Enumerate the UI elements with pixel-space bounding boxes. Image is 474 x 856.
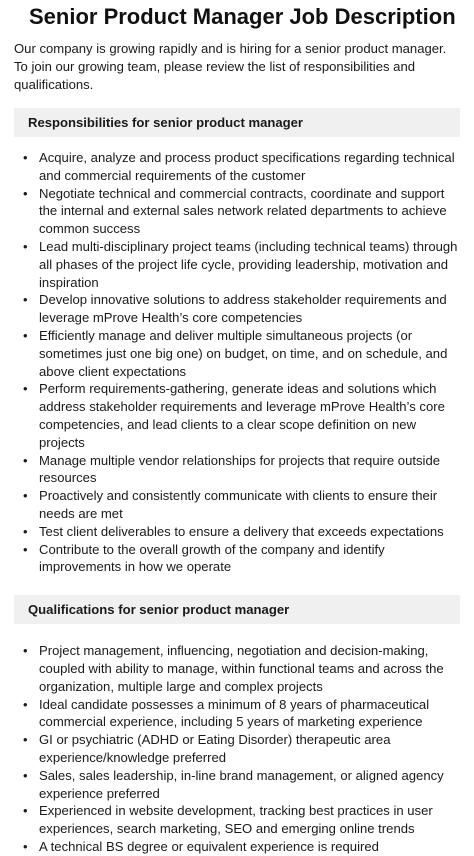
bullet-icon: • [23,150,28,165]
list-item-text: A technical BS degree or equivalent experience is required [39,838,379,854]
list-item-text: Efficiently manage and deliver multiple simultaneous projects (or sometimes just one big one) on budget, on time, and on schedule, and above client expectations [39,327,448,379]
bullet-icon: • [23,185,28,201]
list-item [14,185,460,238]
list-item-text: Negotiate technical and commercial contracts, coordinate and support the internal and external sales network related departments to achieve common success [39,185,447,237]
bullet-icon: • [23,541,28,557]
bullet-icon: • [23,732,28,748]
list-item [14,838,460,856]
qualifications-heading: Qualifications for senior product manager [14,595,460,624]
list-item [14,696,460,732]
list-item [14,452,460,488]
intro-paragraph: Our company is growing rapidly and is hiring for a senior product manager. To join our growing team, please review the list of responsibilities and qualifications. [14,41,447,92]
list-item-text: Perform requirements-gathering, generate ideas and solutions which address stakeholder requirements and leverage mProve Health’s core competencies, and lead clients to a clear scope definition on new projects [39,381,445,450]
bullet-icon: • [23,696,28,712]
qualifications-list [14,642,460,856]
list-item-text: Ideal candidate possesses a minimum of 8 years of pharmaceutical commercial experience, including 5 years of marketing experience [39,696,430,730]
responsibilities-list [14,149,460,576]
list-item [14,767,460,803]
bullet-icon: • [23,523,28,539]
bullet-icon: • [23,488,28,504]
list-item-text: Proactively and consistently communicate with clients to ensure their needs are met [39,488,438,521]
list-item [14,802,460,838]
bullet-icon: • [23,238,28,254]
list-item [14,327,460,380]
list-item [14,541,460,577]
responsibilities-heading: Responsibilities for senior product manager [14,108,460,137]
list-item-text: GI or psychiatric (ADHD or Eating Disorder) therapeutic area experience/knowledge preferred [39,732,391,765]
list-item [14,731,460,767]
list-item [14,642,460,695]
list-item [14,487,460,523]
bullet-icon: • [23,643,28,659]
bullet-icon: • [23,452,28,468]
list-item-text: Lead multi-disciplinary project teams (including technical teams) through all phases of the project life cycle, providing leadership, motivation and inspiration [39,238,458,290]
bullet-icon: • [23,838,28,854]
job-description-page [0,3,474,854]
list-item-text: Sales, sales leadership, in-line brand management, or aligned agency experience preferred [39,767,444,801]
bullet-icon: • [23,803,28,819]
list-item-text: Develop innovative solutions to address stakeholder requirements and leverage mProve Health’s core competencies [39,292,447,326]
list-item [14,238,460,291]
list-item [14,291,460,327]
list-item [14,380,460,451]
list-item-text: Acquire, analyze and process product specifications regarding technical and commercial requirements of the customer [39,150,455,183]
bullet-icon: • [23,292,28,308]
list-item-text: Project management, influencing, negotiation and decision-making, coupled with ability to manage, within functional teams and across the organization, multiple large and complex projects [39,643,444,694]
list-item-text: Test client deliverables to ensure a delivery that exceeds expectations [39,523,444,539]
bullet-icon: • [23,767,28,783]
list-item [14,523,460,541]
bullet-icon: • [23,327,28,343]
list-item-text: Contribute to the overall growth of the company and identify improvements in how we operate [39,541,385,575]
bullet-icon: • [23,381,28,397]
list-item-text: Manage multiple vendor relationships for projects that require outside resources [39,452,441,486]
page-title: Senior Product Manager Job Description [29,4,456,29]
list-item-text: Experienced in website development, tracking best practices in user experiences, search marketing, SEO and emerging online trends [39,803,433,837]
list-item [14,149,460,185]
